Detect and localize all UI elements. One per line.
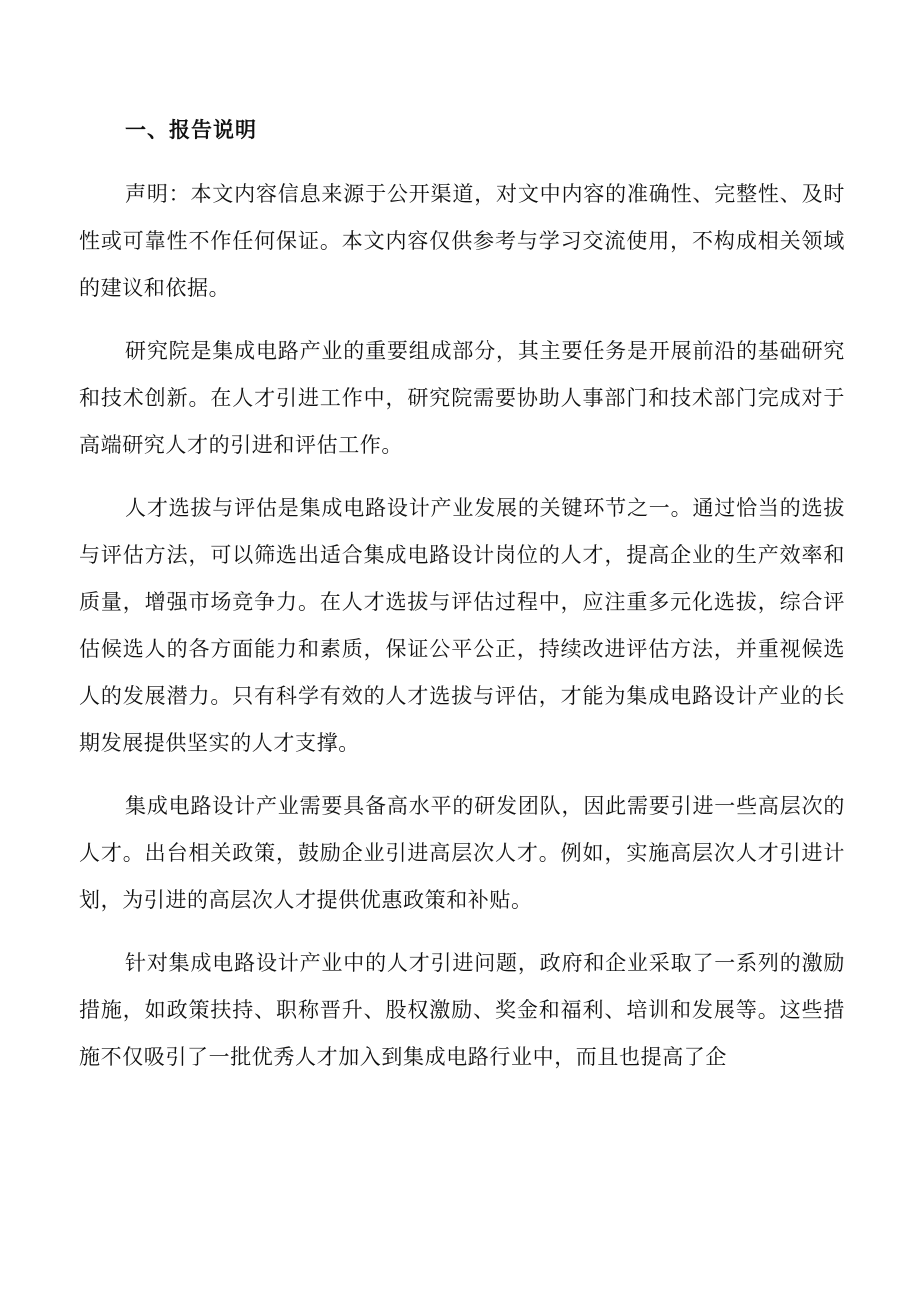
document-body [79, 107, 845, 1081]
research-institute-paragraph: 研究院是集成电路产业的重要组成部分，其主要任务是开展前沿的基础研究和技术创新。在人才引进工作中，研究院需要协助人事部门和技术部门完成对于高端研究人才的引进和评估工作。 [79, 339, 845, 457]
section-heading: 一、报告说明 [125, 118, 257, 142]
disclaimer-paragraph: 声明：本文内容信息来源于公开渠道，对文中内容的准确性、完整性、及时性或可靠性不作任何保证。本文内容仅供参考与学习交流使用，不构成相关领域的建议和依据。 [79, 182, 845, 300]
incentive-measures-paragraph: 针对集成电路设计产业中的人才引进问题，政府和企业采取了一系列的激励措施，如政策扶持、职称晋升、股权激励、奖金和福利、培训和发展等。这些措施不仅吸引了一批优秀人才加入到集成电路行业中，而且也提高了企 [79, 951, 845, 1069]
talent-selection-paragraph: 人才选拔与评估是集成电路设计产业发展的关键环节之一。通过恰当的选拔与评估方法，可以筛选出适合集成电路设计岗位的人才，提高企业的生产效率和质量，增强市场竞争力。在人才选拔与评估过程中，应注重多元化选拔，综合评估候选人的各方面能力和素质，保证公平公正，持续改进评估方法，并重视候选人的发展潜力。只有科学有效的人才选拔与评估，才能为集成电路设计产业的长期发展提供坚实的人才支撑。 [79, 496, 845, 755]
high-level-talent-paragraph: 集成电路设计产业需要具备高水平的研发团队，因此需要引进一些高层次的人才。出台相关政策，鼓励企业引进高层次人才。例如，实施高层次人才引进计划，为引进的高层次人才提供优惠政策和补贴。 [79, 794, 845, 912]
